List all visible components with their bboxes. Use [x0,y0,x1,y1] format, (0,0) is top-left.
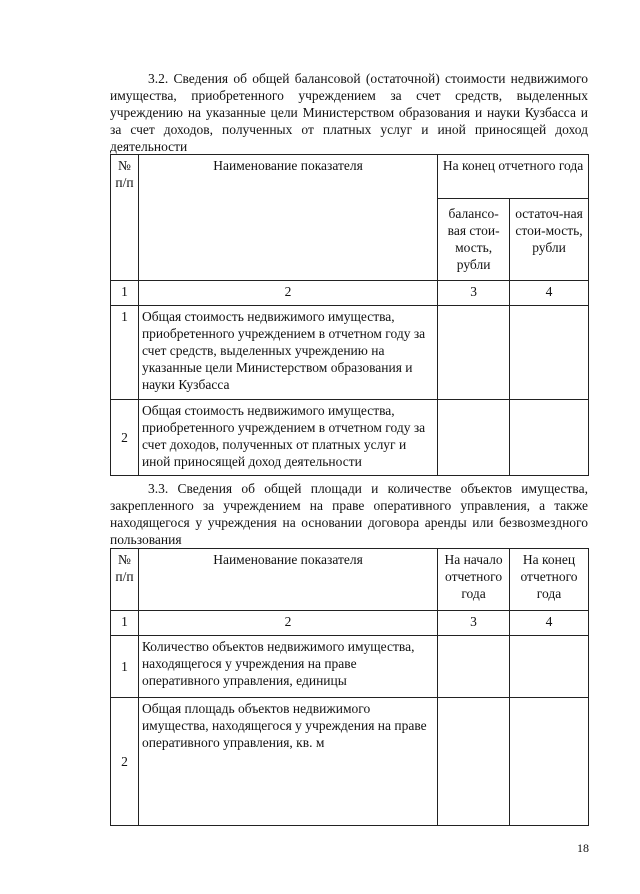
row-balance-value [438,400,510,476]
table-3-2 [110,154,589,476]
col-header-start-of-year: На начало отчетного года [438,549,510,611]
row-num: 1 [111,636,139,698]
row-num: 2 [111,698,139,826]
index-cell: 1 [111,281,139,306]
table-row [111,400,589,476]
index-cell: 2 [138,611,437,636]
col-header-balance: балансо-вая стои-мость, рубли [438,199,510,281]
table-row [111,306,589,400]
row-name: Общая площадь объектов недвижимого имущества, находящегося у учреждения на праве оперативного управления, кв. м [138,698,437,826]
page-number: 18 [577,841,589,855]
index-cell: 4 [510,281,589,306]
index-cell: 1 [111,611,139,636]
index-cell: 3 [438,281,510,306]
row-name: Общая стоимость недвижимого имущества, приобретенного учреждением в отчетном году за счет средств, выделенных учреждению на указанные цели Министерством образования и науки Кузбасса [138,306,437,400]
row-start-value [438,636,510,698]
row-residual-value [510,400,589,476]
row-start-value [438,698,510,826]
col-header-end-of-year: На конец отчетного года [510,549,589,611]
section-3-3-heading [110,480,588,548]
table-row [111,698,589,826]
table-3-3 [110,548,589,826]
section-3-3-heading-text: 3.3. Сведения об общей площади и количестве объектов имущества, закрепленного за учреждением на праве оперативного управления, а также находящегося у учреждения на основании договора аренды или безвозмездного пользования [110,481,588,547]
row-balance-value [438,306,510,400]
index-cell: 2 [138,281,437,306]
row-name: Общая стоимость недвижимого имущества, приобретенного учреждением в отчетном году за счет доходов, полученных от платных услуг и иной приносящей доход деятельности [138,400,437,476]
col-header-end-of-year: На конец отчетного года [438,155,589,199]
row-end-value [510,698,589,826]
row-num: 2 [111,400,139,476]
table-row [111,636,589,698]
index-cell: 3 [438,611,510,636]
col-header-name: Наименование показателя [138,549,437,611]
section-3-2-heading-text: 3.2. Сведения об общей балансовой (остаточной) стоимости недвижимого имущества, приобретенного учреждением за счет средств, выделенных учреждению на указанные цели Министерством образования и науки Кузбасса и за счет доходов, полученных от платных услуг и иной приносящей доход деятельности [110,71,588,154]
col-header-name: Наименование показателя [138,155,437,281]
col-header-residual: остаточ-ная стои-мость, рубли [510,199,589,281]
row-name: Количество объектов недвижимого имущества, находящегося у учреждения на праве оперативного управления, единицы [138,636,437,698]
index-cell: 4 [510,611,589,636]
section-3-2-heading [110,70,588,155]
row-num: 1 [111,306,139,400]
row-residual-value [510,306,589,400]
row-end-value [510,636,589,698]
col-header-num: № п/п [111,155,139,281]
col-header-num: № п/п [111,549,139,611]
